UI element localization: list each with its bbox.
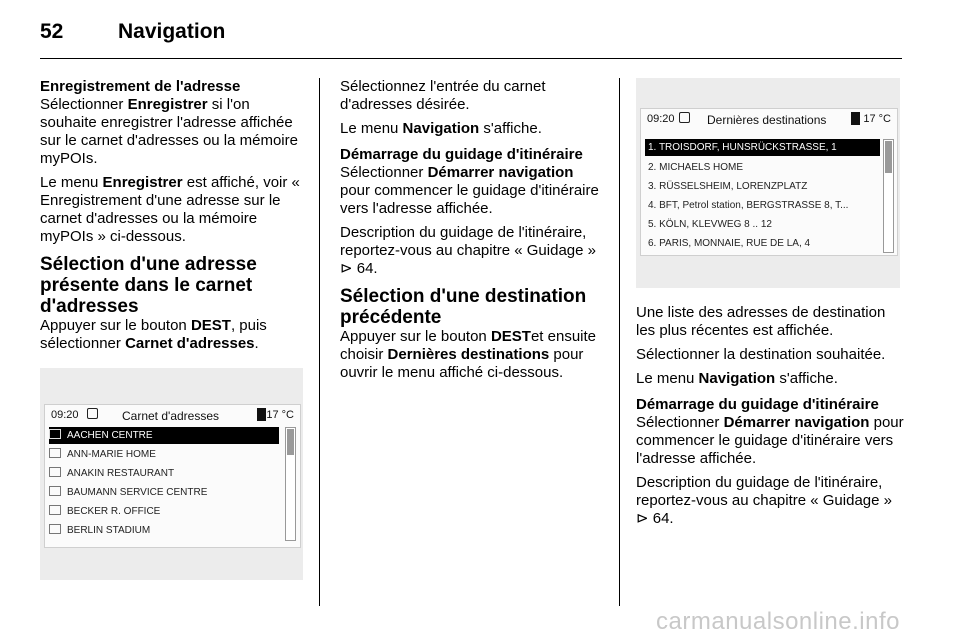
paragraph: Une liste des adresses de destination les plus récentes est affichée. [636,304,886,339]
list-item[interactable]: 1. TROISDORF, HUNSRÜCKSTRASSE, 1 [645,139,880,156]
paragraph: Sélectionner la destination souhaitée. [636,346,886,363]
list-item[interactable]: 4. BFT, Petrol station, BERGSTRASSE 8, T... [648,200,849,211]
temperature: 17 °C [863,113,891,125]
paragraph: Le menu Navigation s'affiche. [340,120,542,137]
address-card-icon [49,429,61,439]
figure-address-book [40,368,303,580]
clock-time: 09:20 [51,409,79,421]
page-ref-icon: ⊳ [636,510,649,527]
list-item[interactable]: 2. MICHAELS HOME [648,162,744,173]
clock-icon [87,408,98,419]
list-item[interactable]: BERLIN STADIUM [49,522,279,539]
scrollbar-thumb[interactable] [885,141,892,173]
column-middle [340,78,606,388]
address-card-icon [49,486,61,496]
clock-time: 09:20 [647,113,675,125]
subheading: Enregistrement de l'adresse [40,78,241,95]
list-item[interactable]: 5. KÖLN, KLEVWEG 8 .. 12 [648,219,772,230]
screen-last-destinations [640,108,898,256]
column-divider [319,78,320,606]
paragraph: Sélectionnez l'entrée du carnet d'adresses désirée. [340,78,546,113]
header-rule [40,58,902,59]
figure-last-destinations [636,78,900,288]
subheading: Démarrage du guidage d'itinéraire [340,146,583,163]
page-number: 52 [40,20,64,43]
list-item[interactable]: 3. RÜSSELSHEIM, LORENZPLATZ [648,181,808,192]
paragraph: Sélectionner Démarrer navigation pour commencer le guidage d'itinéraire vers l'adresse affichée. [340,164,599,217]
watermark: carmanualsonline.info [656,608,900,635]
paragraph: Appuyer sur le bouton DEST, puis sélectionner Carnet d'adresses. [40,317,267,352]
list-item[interactable]: 6. PARIS, MONNAIE, RUE DE LA, 4 [648,238,811,249]
address-card-icon [49,467,61,477]
status-bar [641,109,897,129]
battery-icon [257,408,266,421]
page-ref-icon: ⊳ [340,260,353,277]
scrollbar[interactable] [285,427,296,541]
paragraph: Sélectionner Enregistrer si l'on souhaite enregistrer l'adresse affichée sur le carnet d'adresses ou la mémoire myPOIs. [40,96,298,167]
scrollbar-thumb[interactable] [287,429,294,455]
list-item[interactable]: BAUMANN SERVICE CENTRE [49,484,279,501]
address-card-icon [49,448,61,458]
column-divider [619,78,620,606]
screen-title: Carnet d'adresses [122,409,220,423]
column-right [636,304,904,534]
list-item[interactable]: BECKER R. OFFICE [49,503,279,520]
list-item[interactable]: AACHEN CENTRE [49,427,279,444]
address-card-icon [49,524,61,534]
subheading: Démarrage du guidage d'itinéraire [636,396,879,413]
paragraph: Sélectionner Démarrer navigation pour commencer le guidage d'itinéraire vers l'adresse affichée. [636,414,904,467]
address-card-icon [49,505,61,515]
paragraph: Le menu Navigation s'affiche. [636,370,838,387]
battery-icon [851,112,860,125]
screen-address-book [44,404,301,548]
paragraph: Appuyer sur le bouton DESTet ensuite choisir Dernières destinations pour ouvrir le menu affiché ci-dessous. [340,328,596,381]
list-item[interactable]: ANN-MARIE HOME [49,446,279,463]
screen-title: Dernières destinations [707,113,827,127]
section-heading: Sélection d'une destination précédente [340,286,587,328]
section-heading: Sélection d'une adresse présente dans le carnet d'adresses [40,254,257,317]
clock-icon [679,112,690,123]
paragraph: Le menu Enregistrer est affiché, voir « Enregistrement d'une adresse sur le carnet d'adresses ou la mémoire myPOIs » ci-dessous. [40,174,300,245]
column-left [40,78,308,359]
page-header-title: Navigation [118,20,226,43]
temperature: 17 °C [266,409,294,421]
scrollbar[interactable] [883,139,894,253]
paragraph: Description du guidage de l'itinéraire, reportez-vous au chapitre « Guidage » ⊳ 64. [340,224,596,277]
paragraph: Description du guidage de l'itinéraire, reportez-vous au chapitre « Guidage » ⊳ 64. [636,474,892,527]
list-item[interactable]: ANAKIN RESTAURANT [49,465,279,482]
status-bar [45,405,300,425]
